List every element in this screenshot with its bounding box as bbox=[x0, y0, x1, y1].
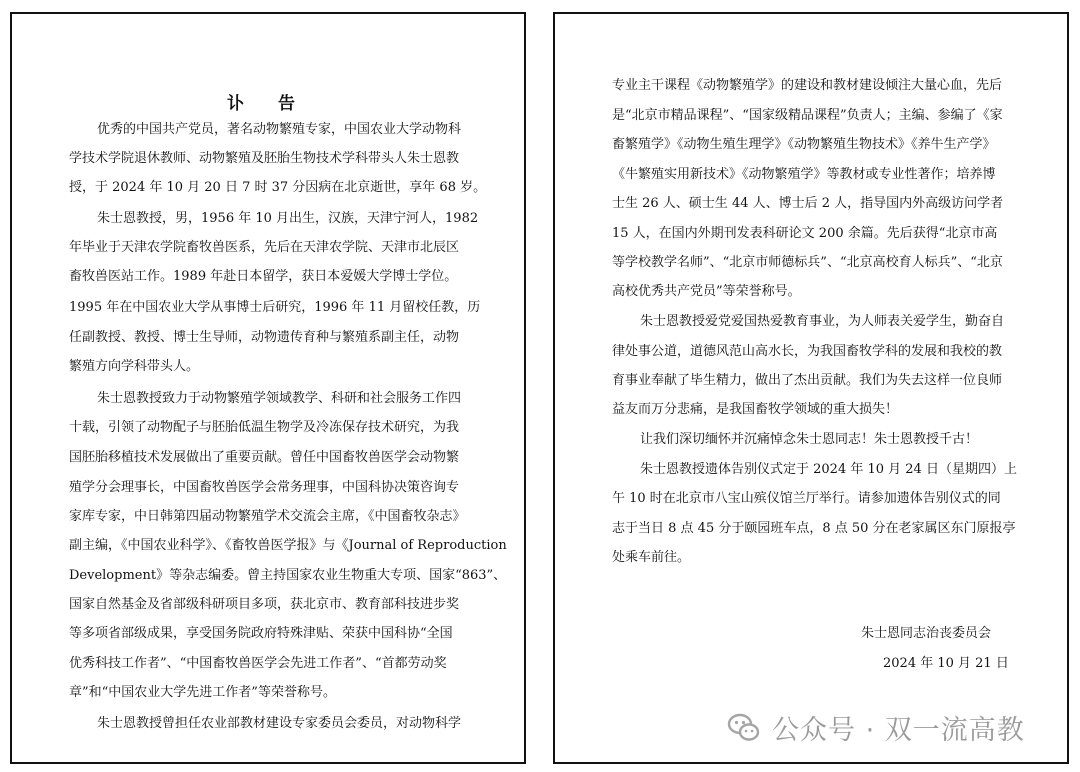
signature-date: 2024 年 10 月 21 日 bbox=[883, 656, 1009, 671]
body-line: 处乘车前往。 bbox=[612, 550, 691, 565]
body-line: 益友而万分悲痛，是我国畜牧学领域的重大损失！ bbox=[612, 402, 899, 417]
body-line: 优秀科技工作者”、“中国畜牧兽医学会先进工作者”、“首都劳动奖 bbox=[69, 656, 447, 671]
body-line: 午 10 时在北京市八宝山殡仪馆兰厅举行。请参加遗体告别仪式的同 bbox=[612, 491, 1001, 506]
body-line: 年毕业于天津农学院畜牧兽医系，先后在天津农学院、天津市北辰区 bbox=[69, 240, 460, 255]
signature-committee: 朱士恩同志治丧委员会 bbox=[861, 626, 992, 641]
body-line: Development》等杂志编委。曾主持国家农业生物重大专项、国家“863”、 bbox=[69, 568, 507, 583]
body-line: 优秀的中国共产党员，著名动物繁殖专家，中国农业大学动物科 bbox=[97, 122, 462, 137]
body-line: 志于当日 8 点 45 分于颐园班车点，8 点 50 分在老家属区东门原报亭 bbox=[612, 521, 1016, 536]
body-line: 副主编，《中国农业科学》、《畜牧兽医学报》与《Journal of Reproduction bbox=[69, 538, 507, 553]
body-line: 律处事公道，道德风范山高水长，为我国畜牧学科的发展和我校的教 bbox=[612, 344, 1003, 359]
body-line: 高校优秀共产党员”等荣誉称号。 bbox=[612, 284, 801, 299]
body-line: 畜牧兽医站工作。1989 年赴日本留学，获日本爱媛大学博士学位。 bbox=[69, 269, 458, 284]
body-line: 畜繁殖学》《动物生殖生理学》《动物繁殖生物技术》《养牛生产学》 bbox=[612, 137, 996, 152]
body-line: 1995 年在中国农业大学从事博士后研究，1996 年 11 月留校任教，历 bbox=[69, 300, 481, 315]
obituary-title: 讣 告 bbox=[227, 94, 309, 114]
body-line: 国胚胎移植技术发展做出了重要贡献。曾任中国畜牧兽医学会动物繁 bbox=[69, 450, 460, 465]
body-line: 十载，引领了动物配子与胚胎低温生物学及冷冻保存技术研究，为我 bbox=[69, 420, 460, 435]
body-line: 让我们深切缅怀并沉痛悼念朱士恩同志！朱士恩教授千古！ bbox=[640, 432, 979, 447]
body-line: 殖学分会理事长，中国畜牧兽医学会常务理事，中国科协决策咨询专 bbox=[69, 480, 460, 495]
watermark-text: 公众号 · 双一流高教 bbox=[772, 714, 1025, 746]
body-line: 《牛繁殖实用新技术》《动物繁殖学》等教材或专业性著作；培养博 bbox=[612, 167, 996, 182]
body-line: 任副教授、教授、博士生导师，动物遗传育种与繁殖系副主任，动物 bbox=[69, 330, 460, 345]
body-line: 等多项省部级成果，享受国务院政府特殊津贴、荣获中国科协“全国 bbox=[69, 626, 453, 641]
obituary-page-right bbox=[553, 12, 1069, 764]
body-line: 家库专家，中日韩第四届动物繁殖学术交流会主席，《中国畜牧杂志》 bbox=[69, 509, 466, 524]
body-line: 15 人，在国内外期刊发表科研论文 200 余篇。先后获得“北京市高 bbox=[612, 226, 998, 241]
body-line: 朱士恩教授曾担任农业部教材建设专家委员会委员，对动物科学 bbox=[97, 716, 462, 731]
body-line: 朱士恩教授致力于动物繁殖学领域教学、科研和社会服务工作四 bbox=[97, 391, 462, 406]
body-line: 学技术学院退休教师、动物繁殖及胚胎生物技术学科带头人朱士恩教 bbox=[69, 151, 460, 166]
body-line: 国家自然基金及省部级科研项目多项，获北京市、教育部科技进步奖 bbox=[69, 597, 460, 612]
obituary-page-left bbox=[10, 12, 526, 764]
body-line: 朱士恩教授遗体告别仪式定于 2024 年 10 月 24 日（星期四）上 bbox=[640, 462, 1017, 477]
body-line: 专业主干课程《动物繁殖学》的建设和教材建设倾注大量心血，先后 bbox=[612, 78, 1003, 93]
body-line: 朱士恩教授，男，1956 年 10 月出生，汉族，天津宁河人，1982 bbox=[97, 211, 479, 226]
body-line: 士生 26 人、硕士生 44 人、博士后 2 人，指导国内外高级访问学者 bbox=[612, 196, 1004, 211]
body-line: 繁殖方向学科带头人。 bbox=[69, 359, 200, 374]
body-line: 育事业奉献了毕生精力，做出了杰出贡献。我们为失去这样一位良师 bbox=[612, 373, 1003, 388]
body-line: 章”和“中国农业大学先进工作者”等荣誉称号。 bbox=[69, 685, 336, 700]
watermark bbox=[726, 707, 1066, 747]
body-line: 授，于 2024 年 10 月 20 日 7 时 37 分因病在北京逝世，享年 68 岁。 bbox=[69, 180, 487, 195]
body-line: 朱士恩教授爱党爱国热爱教育事业，为人师表关爱学生，勤奋自 bbox=[640, 314, 1005, 329]
body-line: 等学校教学名师”、“北京市师德标兵”、“北京高校育人标兵”、“北京 bbox=[612, 255, 1003, 270]
wechat-icon bbox=[726, 709, 762, 745]
body-line: 是“北京市精品课程”、“国家级精品课程”负责人；主编、参编了《家 bbox=[612, 108, 1003, 123]
